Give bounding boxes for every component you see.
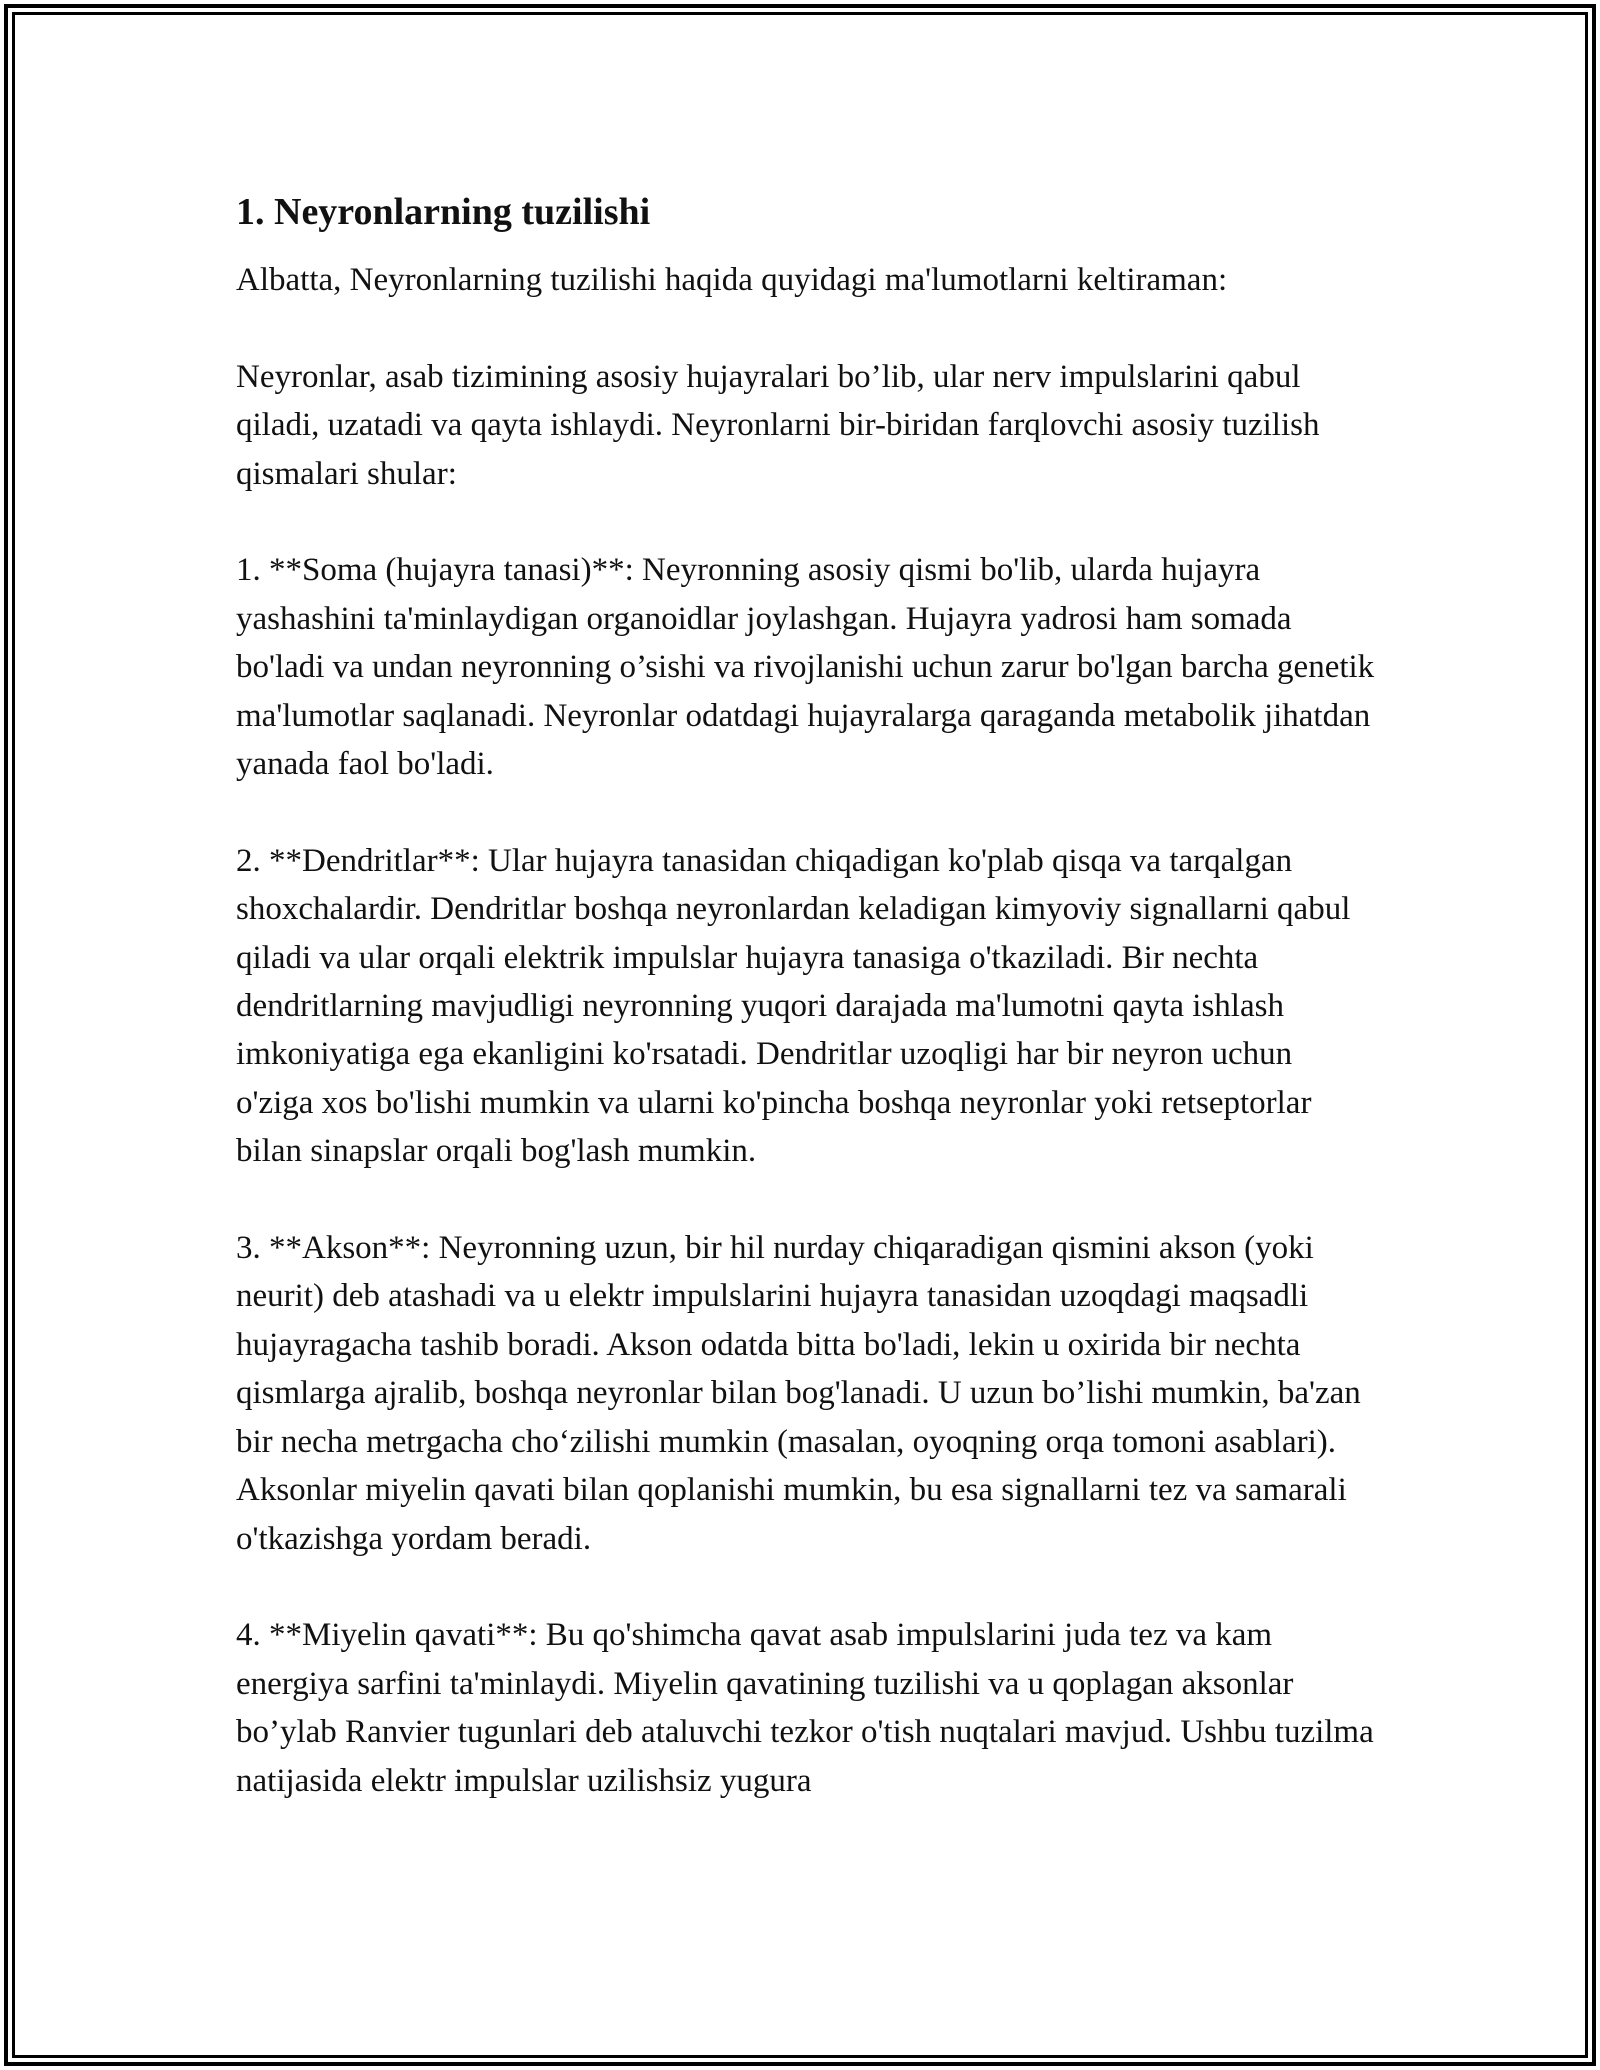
myelin-paragraph: 4. **Miyelin qavati**: Bu qo'shimcha qavat asab impulslarini juda tez va kam energiya sarfini ta'minlaydi. Miyelin qavatining tuzilishi va u qoplagan aksonlar bo’ylab Ranvier tugunlari deb ataluvchi tezkor o'tish nuqtalari mavjud. Ushbu tuzilma natijasida elektr impulslar uzilishsiz yugura — [236, 1617, 1374, 1799]
intro-paragraph: Albatta, Neyronlarning tuzilishi haqida quyidagi ma'lumotlarni keltiraman: — [236, 262, 1228, 298]
axon-paragraph: 3. **Akson**: Neyronning uzun, bir hil nurday chiqaradigan qismini akson (yoki neurit) deb atashadi va u elektr impulslarini hujayra tanasidan uzoqdagi maqsadli hujayragacha tashib boradi. Akson odatda bitta bo'ladi, lekin u oxirida bir nechta qismlarga ajralib, boshqa neyronlar bilan bog'lanadi. U uzun bo’lishi mumkin, ba'zan bir necha metrgacha cho‘zilishi mumkin (masalan, oyoqning orqa tomoni asablari). Aksonlar miyelin qavati bilan qoplanishi mumkin, bu esa signallarni tez va samarali o'tkazishga yordam beradi. — [236, 1230, 1361, 1557]
overview-paragraph: Neyronlar, asab tizimining asosiy hujayralari bo’lib, ular nerv impulslarini qabul qiladi, uzatadi va qayta ishlaydi. Neyronlarni bir-biridan farqlovchi asosiy tuzilish qismalari shular: — [236, 358, 1320, 492]
section-heading: 1. Neyronlarning tuzilishi — [236, 191, 651, 233]
document-body — [236, 188, 1376, 1805]
soma-paragraph: 1. **Soma (hujayra tanasi)**: Neyronning asosiy qismi bo'lib, ularda hujayra yashashini ta'minlaydigan organoidlar joylashgan. Hujayra yadrosi ham somada bo'ladi va undan neyronning o’sishi va rivojlanishi uchun zarur bo'lgan barcha genetik ma'lumotlar saqlanadi. Neyronlar odatdagi hujayralarga qaraganda metabolik jihatdan yanada faol bo'ladi. — [236, 552, 1375, 783]
dendrites-paragraph: 2. **Dendritlar**: Ular hujayra tanasidan chiqadigan ko'plab qisqa va tarqalgan shoxchalardir. Dendritlar boshqa neyronlardan keladigan kimyoviy signallarni qabul qiladi va ular orqali elektrik impulslar hujayra tanasiga o'tkaziladi. Bir nechta dendritlarning mavjudligi neyronning yuqori darajada ma'lumotni qayta ishlash imkoniyatiga ega ekanligini ko'rsatadi. Dendritlar uzoqligi har bir neyron uchun o'ziga xos bo'lishi mumkin va ularni ko'pincha boshqa neyronlar yoki retseptorlar bilan sinapslar orqali bog'lash mumkin. — [236, 842, 1351, 1170]
